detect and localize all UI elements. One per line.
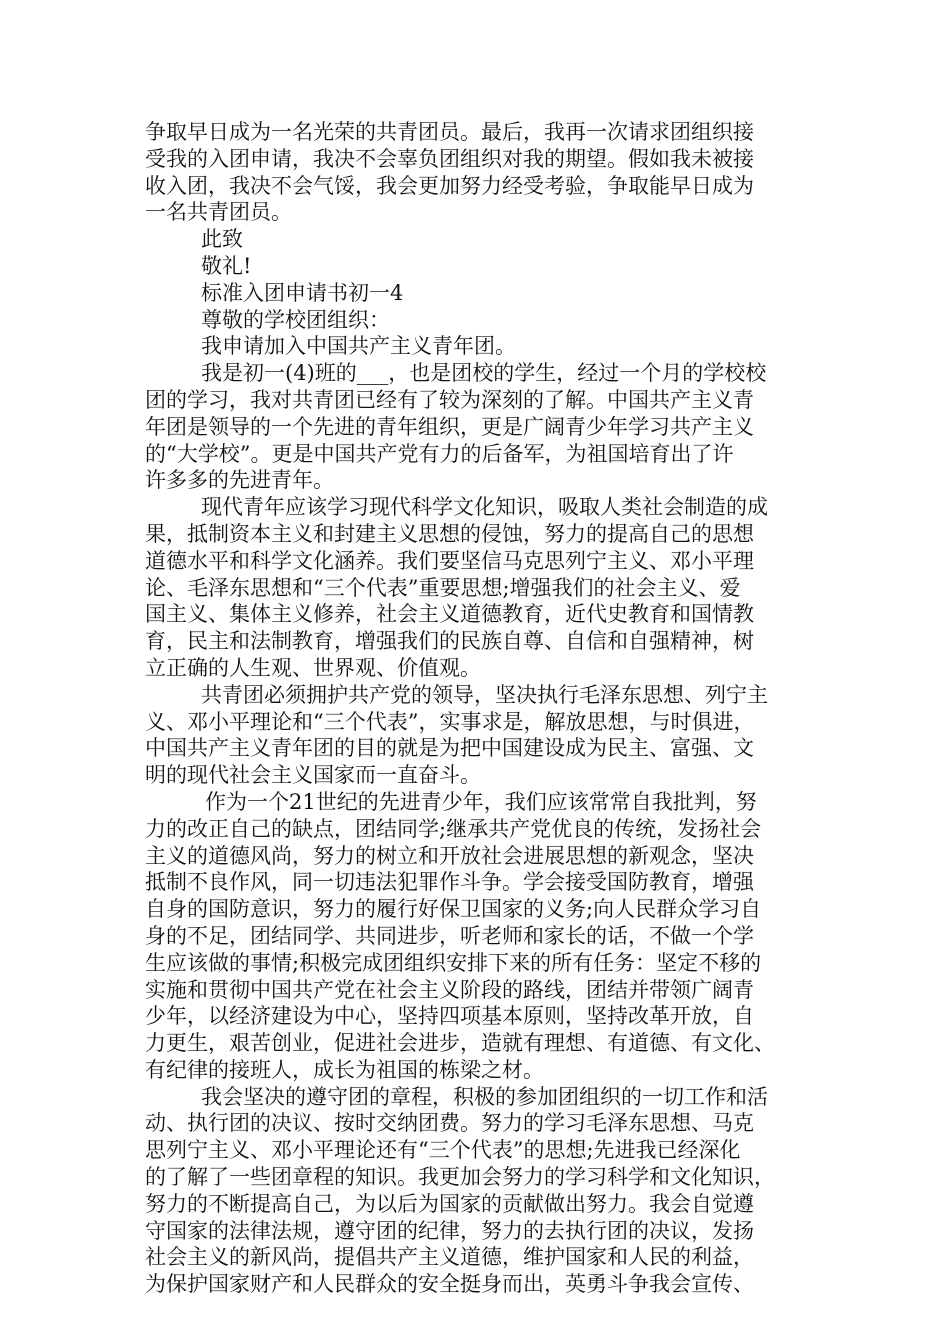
text-line: 受我的入团申请，我决不会辜负团组织对我的期望。假如我未被接 <box>145 146 754 171</box>
text-line: 中国共产主义青年团的目的就是为把中国建设成为民主、富强、文 <box>145 736 754 761</box>
text-line: 社会主义的新风尚，提倡共产主义道德，维护国家和人民的利益， <box>145 1245 754 1270</box>
text-line: 许多多的先进青年。 <box>145 468 334 493</box>
text-line: 年团是领导的一个先进的青年组织，更是广阔青少年学习共产主义 <box>145 414 754 439</box>
text-line: 现代青年应该学习现代科学文化知识，吸取人类社会制造的成 <box>201 495 768 520</box>
text-line: 道德水平和科学文化涵养。我们要坚信马克思列宁主义、邓小平理 <box>145 548 754 573</box>
text-line: 论、毛泽东思想和“三个代表”重要思想;增强我们的社会主义、爱 <box>145 575 741 600</box>
text-line: 作为一个21世纪的先进青少年，我们应该常常自我批判，努 <box>205 789 757 814</box>
closing-salutation: 此致 <box>201 227 243 252</box>
document-body <box>145 119 828 1298</box>
text-line: 一名共青团员。 <box>145 200 292 225</box>
text-line: 的了解了一些团章程的知识。我更加会努力的学习科学和文化知识， <box>145 1165 775 1190</box>
text-line: 生应该做的事情;积极完成团组织安排下来的所有任务：坚定不移的 <box>145 950 762 975</box>
text-line: 我申请加入中国共产主义青年团。 <box>201 334 516 359</box>
text-line: 的“大学校”。更是中国共产党有力的后备军，为祖国培育出了许 <box>145 441 734 466</box>
text-line: 明的现代社会主义国家而一直奋斗。 <box>145 763 481 788</box>
text-line: 身的不足，团结同学、共同进步，听老师和家长的话，不做一个学 <box>145 923 754 948</box>
text-line: 守国家的法律法规，遵守团的纪律，努力的去执行团的决议，发扬 <box>145 1218 754 1243</box>
text-line: 育，民主和法制教育，增强我们的民族自尊、自信和自强精神，树 <box>145 629 754 654</box>
text-line: 国主义、集体主义修养，社会主义道德教育，近代史教育和国情教 <box>145 602 754 627</box>
text-line: 义、邓小平理论和“三个代表”，实事求是，解放思想，与时俱进， <box>145 709 755 734</box>
text-line: 有纪律的接班人，成长为祖国的栋梁之材。 <box>145 1057 544 1082</box>
text-line: 力更生，艰苦创业，促进社会进步，造就有理想、有道德、有文化、 <box>145 1031 775 1056</box>
text-line: 抵制不良作风，同一切违法犯罪作斗争。学会接受国防教育，增强 <box>145 870 754 895</box>
text-line: 实施和贯彻中国共产党在社会主义阶段的路线，团结并带领广阔青 <box>145 977 754 1002</box>
text-line: 思列宁主义、邓小平理论还有“三个代表”的思想;先进我已经深化 <box>145 1138 741 1163</box>
section-heading: 标准入团申请书初一4 <box>201 280 404 305</box>
text-line: 团的学习，我对共青团已经有了较为深刻的了解。中国共产主义青 <box>145 387 754 412</box>
text-line: 果，抵制资本主义和封建主义思想的侵蚀，努力的提高自己的思想 <box>145 521 754 546</box>
text-line: 力的改正自己的缺点，团结同学;继承共产党优良的传统，发扬社会 <box>145 816 762 841</box>
text-line: 争取早日成为一名光荣的共青团员。最后，我再一次请求团组织接 <box>145 120 754 144</box>
text-line: 我是初一(4)班的___，也是团校的学生，经过一个月的学校校 <box>201 361 767 386</box>
text-line: 共青团必须拥护共产党的领导，坚决执行毛泽东思想、列宁主 <box>201 682 768 707</box>
text-line: 我会坚决的遵守团的章程，积极的参加团组织的一切工作和活 <box>201 1084 768 1109</box>
text-line: 为保护国家财产和人民群众的安全挺身而出，英勇斗争我会宣传、 <box>145 1272 754 1297</box>
text-line: 主义的道德风尚，努力的树立和开放社会进展思想的新观念，坚决 <box>145 843 754 868</box>
text-line: 收入团，我决不会气馁，我会更加努力经受考验，争取能早日成为 <box>145 173 754 198</box>
text-line: 自身的国防意识，努力的履行好保卫国家的义务;向人民群众学习自 <box>145 897 762 922</box>
text-line: 少年，以经济建设为中心，坚持四项基本原则，坚持改革开放，自 <box>145 1004 754 1029</box>
closing-regards: 敬礼! <box>201 253 252 278</box>
text-line: 动、执行团的决议、按时交纳团费。努力的学习毛泽东思想、马克 <box>145 1111 754 1136</box>
text-line: 立正确的人生观、世界观、价值观。 <box>145 655 481 680</box>
greeting: 尊敬的学校团组织： <box>201 307 390 332</box>
text-line: 努力的不断提高自己，为以后为国家的贡献做出努力。我会自觉遵 <box>145 1191 754 1216</box>
